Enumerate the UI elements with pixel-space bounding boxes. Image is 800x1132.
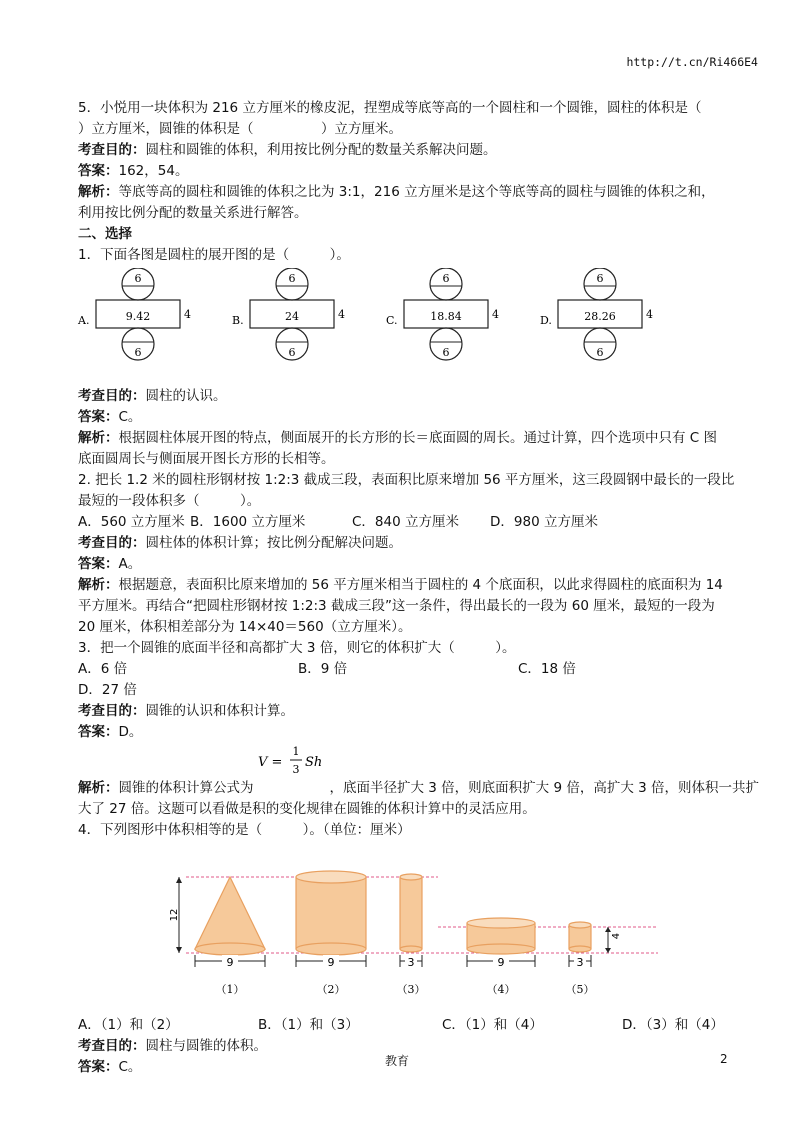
- c4-option-c[interactable]: C．（1）和（4）: [442, 1017, 543, 1033]
- net-circle-top: 6: [442, 272, 450, 285]
- c2-option-a[interactable]: A．560 立方厘米: [78, 514, 185, 530]
- net-circle-top: 6: [134, 272, 142, 285]
- page-number: 2: [720, 1052, 728, 1066]
- q5-line1: 5．小悦用一块体积为 216 立方厘米的橡皮泥，捏塑成等底等高的一个圆柱和一个圆锥，圆柱的体积是（: [78, 100, 702, 116]
- c2-purpose: 圆柱体的体积计算；按比例分配解决问题。: [145, 535, 402, 551]
- c2-answer: A。: [118, 556, 142, 572]
- c2-question-2: 最短的一段体积多（ ）。: [78, 493, 261, 509]
- net-height: 4: [184, 308, 191, 321]
- net-circle-bottom: 6: [288, 346, 296, 359]
- formula-sh: Sh: [305, 755, 323, 770]
- c4-question: 4．下列图形中体积相等的是（ ）。（单位：厘米）: [78, 822, 411, 838]
- document-body: [78, 98, 760, 1078]
- width-5: 3: [576, 956, 584, 969]
- c2-option-d[interactable]: D．980 立方厘米: [490, 514, 598, 530]
- c4-option-d[interactable]: D．（3）和（4）: [622, 1017, 724, 1033]
- c3-analysis-2: 大了 27 倍。这题可以看做是积的变化规律在圆锥的体积计算中的灵活应用。: [78, 801, 536, 817]
- volume-formula: [256, 741, 336, 779]
- c2-analysis-2: 平方厘米。再结合“把圆柱形钢材按 1:2:3 截成三段”这一条件，得出最长的一段为 60 厘米，最短的一段为: [78, 598, 715, 614]
- label-answer: 答案：: [78, 724, 119, 740]
- q5-line2: ）立方厘米，圆锥的体积是（ ）立方厘米。: [78, 121, 402, 137]
- label-analysis: 解析：: [78, 780, 119, 796]
- net-label: C.: [386, 314, 398, 327]
- c4-answer: C。: [118, 1059, 142, 1075]
- label-analysis: 解析：: [78, 184, 119, 200]
- height-4-label: 4: [611, 932, 622, 940]
- figure-label-5: （5）: [565, 983, 595, 996]
- net-circle-top: 6: [596, 272, 604, 285]
- label-purpose: 考查目的：: [78, 1038, 146, 1054]
- formula-v: V =: [258, 755, 283, 770]
- q5-answer: 162，54。: [118, 163, 189, 179]
- formula-denominator: 3: [292, 763, 300, 776]
- net-b: [230, 268, 384, 378]
- net-length: 18.84: [430, 310, 462, 323]
- q5-purpose: 圆柱和圆锥的体积，利用按比例分配的数量关系解决问题。: [145, 142, 497, 158]
- c3-question: 3．把一个圆锥的底面半径和高都扩大 3 倍，则它的体积扩大（ ）。: [78, 640, 516, 656]
- c1-analysis-2: 底面圆周长与侧面展开图长方形的长相等。: [78, 451, 335, 467]
- figure-label-3: （3）: [396, 983, 426, 996]
- header-url[interactable]: http://t.cn/Ri466E4: [626, 55, 758, 69]
- c3-formula-row: [78, 743, 728, 778]
- net-a: [76, 268, 230, 378]
- net-height: 4: [646, 308, 653, 321]
- c2-analysis-1: 根据题意，表面积比原来增加的 56 平方厘米相当于圆柱的 4 个底面积，以此求得圆柱的底面积为 14: [118, 577, 723, 593]
- c3-option-a[interactable]: A．6 倍: [78, 661, 128, 677]
- height-12-label: 12: [169, 908, 180, 922]
- label-purpose: 考查目的：: [78, 535, 146, 551]
- c3-answer: D。: [118, 724, 143, 740]
- c4-figures: [78, 845, 728, 1015]
- c2-analysis-3: 20 厘米，体积相差部分为 14×40＝560（立方厘米）。: [78, 619, 412, 635]
- net-length: 9.42: [125, 310, 151, 323]
- c4-option-b[interactable]: B．（1）和（3）: [258, 1017, 359, 1033]
- c2-options: [78, 512, 728, 533]
- q5-analysis-2: 利用按比例分配的数量关系进行解答。: [78, 205, 308, 221]
- c3-analysis-1: 圆锥的体积计算公式为: [118, 780, 254, 796]
- c2-option-b[interactable]: B．1600 立方厘米: [190, 514, 306, 530]
- c1-question: 1．下面各图是圆柱的展开图的是（ ）。: [78, 247, 350, 263]
- net-length: 24: [285, 310, 299, 323]
- net-height: 4: [338, 308, 345, 321]
- width-2: 9: [327, 956, 335, 969]
- c3-purpose: 圆锥的认识和体积计算。: [145, 703, 294, 719]
- label-analysis: 解析：: [78, 430, 119, 446]
- label-purpose: 考查目的：: [78, 703, 146, 719]
- c2-question-1: 2. 把长 1.2 米的圆柱形钢材按 1:2:3 截成三段，表面积比原来增加 56 平方厘米，这三段圆钢中最长的一段比: [78, 472, 735, 488]
- net-circle-top: 6: [288, 272, 296, 285]
- c1-analysis-1: 根据圆柱体展开图的特点，侧面展开的长方形的长＝底面圆的周长。通过计算，四个选项中只有 C 图: [118, 430, 718, 446]
- c1-purpose: 圆柱的认识。: [145, 388, 227, 404]
- c4-purpose: 圆柱与圆锥的体积。: [145, 1038, 267, 1054]
- label-answer: 答案：: [78, 409, 119, 425]
- c3-options: [78, 659, 728, 680]
- width-1: 9: [226, 956, 234, 969]
- net-d: [538, 268, 692, 378]
- net-label: D.: [540, 314, 552, 327]
- solids-figure: [78, 845, 728, 1015]
- q5-analysis-1: 等底等高的圆柱和圆锥的体积之比为 3:1，216 立方厘米是这个等底等高的圆柱与圆锥的体积之和，: [118, 184, 715, 200]
- label-answer: 答案：: [78, 1059, 119, 1075]
- net-length: 28.26: [584, 310, 616, 323]
- c2-option-c[interactable]: C．840 立方厘米: [352, 514, 459, 530]
- label-answer: 答案：: [78, 163, 119, 179]
- net-c: [384, 268, 538, 378]
- net-circle-bottom: 6: [134, 346, 142, 359]
- c3-option-c[interactable]: C．18 倍: [518, 661, 576, 677]
- figure-label-4: （4）: [486, 983, 516, 996]
- c3-option-b[interactable]: B．9 倍: [298, 661, 348, 677]
- c1-nets: [76, 268, 728, 378]
- net-circle-bottom: 6: [596, 346, 604, 359]
- c3-option-d[interactable]: D．27 倍: [78, 682, 137, 698]
- footer-text: 教育: [385, 1054, 410, 1068]
- net-label: A.: [78, 314, 90, 327]
- label-answer: 答案：: [78, 556, 119, 572]
- c3-analysis-1b: ，底面半径扩大 3 倍，则底面积扩大 9 倍，高扩大 3 倍，则体积一共扩: [329, 780, 760, 796]
- width-4: 9: [497, 956, 505, 969]
- c4-option-a[interactable]: A．（1）和（2）: [78, 1017, 179, 1033]
- section-title: 二、选择: [78, 226, 132, 242]
- figure-label-1: （1）: [215, 983, 245, 996]
- figure-label-2: （2）: [316, 983, 346, 996]
- width-3: 3: [407, 956, 415, 969]
- label-purpose: 考查目的：: [78, 142, 146, 158]
- c4-options: [78, 1015, 728, 1036]
- formula-numerator: 1: [292, 745, 300, 758]
- label-purpose: 考查目的：: [78, 388, 146, 404]
- net-circle-bottom: 6: [442, 346, 450, 359]
- c1-answer: C。: [118, 409, 142, 425]
- net-height: 4: [492, 308, 499, 321]
- label-analysis: 解析：: [78, 577, 119, 593]
- net-label: B.: [232, 314, 244, 327]
